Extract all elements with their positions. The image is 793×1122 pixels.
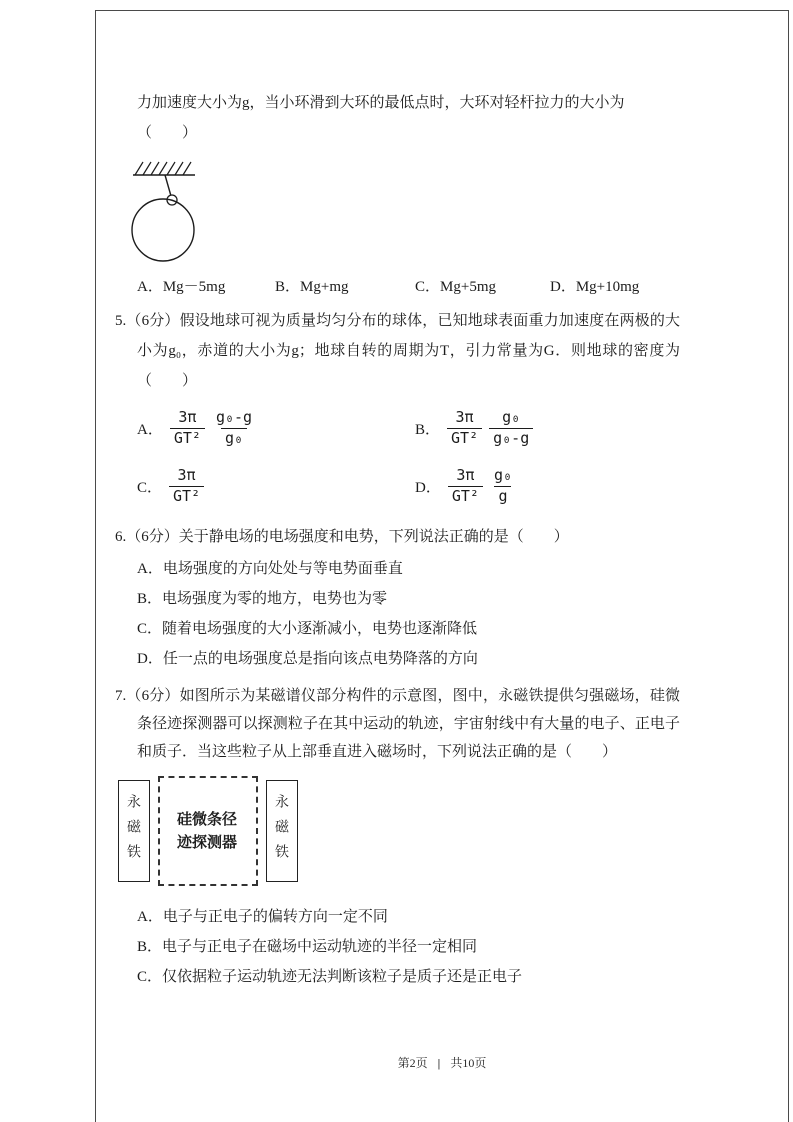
option-label: A． [137, 421, 163, 438]
q6-option-b [137, 584, 680, 614]
option-label: A． [137, 561, 163, 577]
q7-option-b [137, 932, 680, 962]
total-pages: 共10页 [450, 1056, 487, 1070]
right-magnet-box [266, 780, 298, 882]
q6-option-c [137, 614, 680, 644]
option-label: A． [137, 279, 163, 295]
question-5-options [137, 408, 680, 506]
option-text: 仅依据粒子运动轨迹无法判断该粒子是质子还是正电子 [162, 969, 523, 985]
footer-separator: | [437, 1056, 441, 1070]
right-magnet-label: 永磁铁 [274, 793, 290, 869]
option-text: Mg+10mg [575, 279, 640, 295]
question-4-text: 力加速度大小为g，当小环滑到大环的最低点时，大环对轻杆拉力的大小为 [137, 95, 625, 111]
option-text: 随着电场强度的大小逐渐减小，电势也逐渐降低 [162, 621, 478, 637]
left-magnet-box [118, 780, 150, 882]
q5-option-c [137, 466, 415, 506]
question-6-options [115, 554, 680, 674]
question-5-text: 5.（6分）假设地球可视为质量均匀分布的球体，已知地球表面重力加速度在两极的大小为g₀，赤道的大小为g；地球自转的周期为T，引力常量为G．则地球的密度为（ ） [115, 313, 680, 389]
fraction: $\frac{3\pi}{\text{GT²}}$ [448, 466, 483, 506]
option-text: 电场强度的方向处处与等电势面垂直 [162, 561, 403, 577]
option-label: B． [137, 939, 163, 955]
option-label: A． [137, 909, 163, 925]
question-4-figure [125, 156, 680, 266]
option-text: Mg+5mg [440, 279, 496, 295]
fraction: $\frac{\text{g₀-g}}{\text{g₀}}$ [215, 408, 253, 447]
q4-option-d [550, 272, 639, 302]
q4-option-a [137, 272, 275, 302]
question-6-text: 6.（6分）关于静电场的电场强度和电势，下列说法正确的是（ ） [115, 529, 569, 545]
fraction: $\frac{\text{g₀}}{\text{g₀-g}}$ [489, 408, 533, 448]
option-label: C． [415, 279, 441, 295]
option-label: D． [415, 479, 441, 496]
option-label: C． [137, 969, 163, 985]
q4-option-b [275, 272, 415, 302]
fraction: $\frac{3\pi}{\text{GT²}}$ [447, 408, 482, 448]
option-text: Mg+mg [300, 279, 349, 295]
option-label: B． [415, 421, 441, 438]
option-label: B． [137, 591, 163, 607]
option-label: B． [275, 279, 301, 295]
left-magnet-label: 永磁铁 [126, 793, 142, 869]
fraction: $\frac{\text{g₀}}{g}$ [493, 466, 512, 505]
option-text: 任一点的电场强度总是指向该点电势降落的方向 [162, 651, 478, 667]
page-footer [95, 1054, 789, 1071]
fraction: $\frac{3\pi}{\text{GT²}}$ [170, 408, 205, 448]
q5-option-b [415, 408, 680, 448]
q6-option-a [137, 554, 680, 584]
question-7-options [115, 902, 680, 992]
q4-option-c [415, 272, 550, 302]
question-4-answer-blank: （ ） [137, 125, 198, 141]
option-text: Mg－5mg [162, 279, 226, 295]
option-text: 电子与正电子在磁场中运动轨迹的半径一定相同 [162, 939, 478, 955]
page-content [115, 0, 680, 992]
hanging-ring-diagram [125, 156, 217, 266]
question-4-options [137, 272, 680, 302]
option-label: D． [550, 279, 576, 295]
detector-label: 硅微条径迹探测器 [177, 811, 238, 851]
q5-option-a [137, 408, 415, 448]
option-text: 电子与正电子的偏转方向一定不同 [162, 909, 388, 925]
option-label: D． [137, 651, 163, 667]
q7-option-c [137, 962, 680, 992]
option-label: C． [137, 479, 163, 496]
question-7-text: 7.（6分）如图所示为某磁谱仪部分构件的示意图，图中，永磁铁提供匀强磁场，硅微条径迹探测器可以探测粒子在其中运动的轨迹，宇宙射线中有大量的电子、正电子和质子．当这些粒子从上部垂直进入磁场时，下列说法正确的是（ ） [115, 688, 680, 760]
q7-option-a [137, 902, 680, 932]
option-label: C． [137, 621, 163, 637]
detector-box [158, 776, 258, 886]
question-7-figure [118, 776, 680, 886]
q5-option-d [415, 466, 680, 506]
q6-option-d [137, 644, 680, 674]
page-number: 第2页 [397, 1056, 428, 1070]
fraction: $\frac{3\pi}{\text{GT²}}$ [169, 466, 204, 506]
option-text: 电场强度为零的地方，电势也为零 [162, 591, 388, 607]
